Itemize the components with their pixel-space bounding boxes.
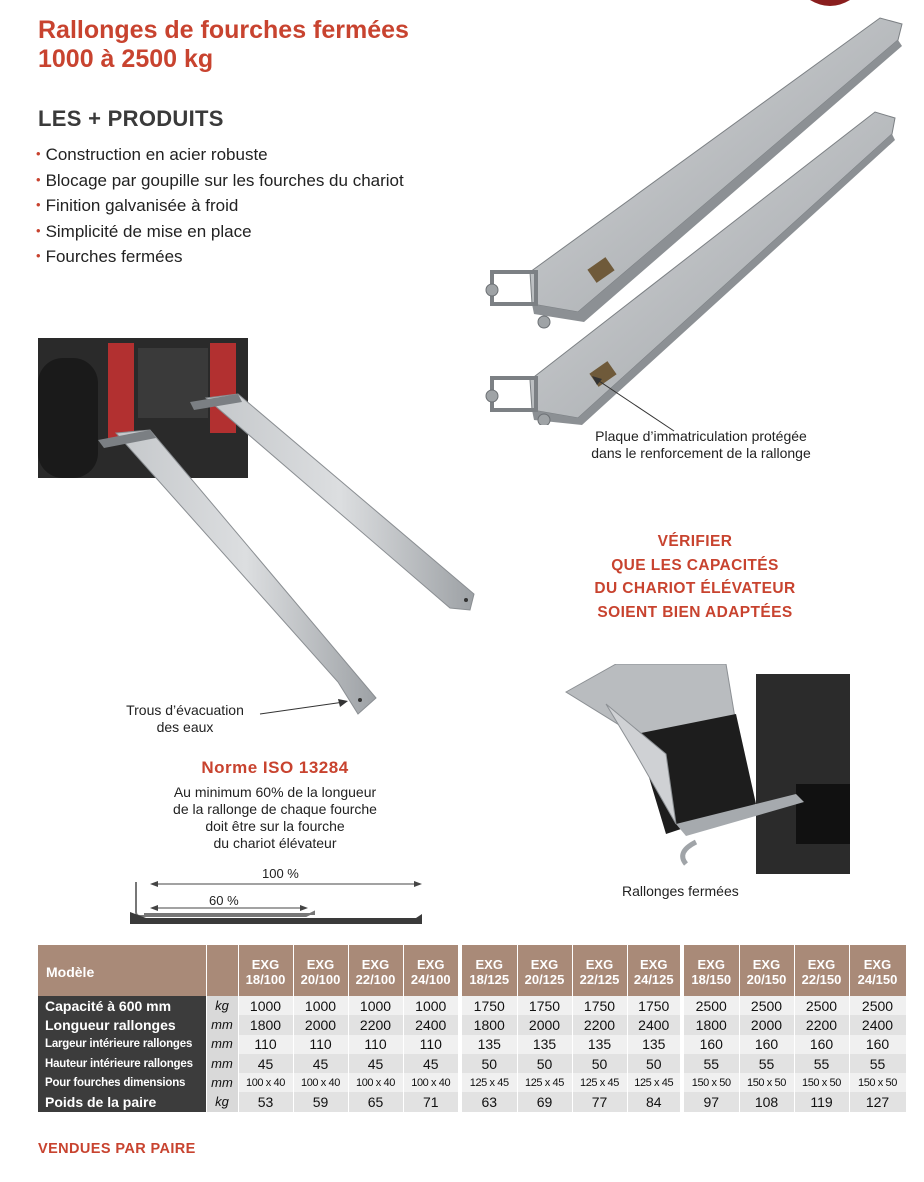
table-header-row xyxy=(38,945,906,996)
table-cell: 1000 xyxy=(293,996,348,1015)
model-col: EXG 24/150 xyxy=(849,945,906,996)
row-label: Hauteur intérieure rallonges xyxy=(38,1054,206,1073)
model-col: EXG 20/150 xyxy=(739,945,794,996)
title-line-2: 1000 à 2500 kg xyxy=(38,45,214,73)
table-row xyxy=(38,996,906,1015)
table-cell: 1800 xyxy=(460,1015,517,1034)
table-cell: 108 xyxy=(739,1092,794,1111)
table-cell: 2000 xyxy=(293,1015,348,1034)
feature-item: • Finition galvanisée à froid xyxy=(36,196,239,215)
table-cell: 2400 xyxy=(627,1015,682,1034)
row-unit: mm xyxy=(206,1054,238,1073)
verify-note: VÉRIFIER QUE LES CAPACITÉS DU CHARIOT ÉLÉVATEUR SOIENT BIEN ADAPTÉES xyxy=(594,533,796,621)
table-cell: 2400 xyxy=(849,1015,906,1034)
table-cell: 125 x 45 xyxy=(572,1073,627,1092)
feature-item: • Construction en acier robuste xyxy=(36,145,268,164)
table-cell: 84 xyxy=(627,1092,682,1111)
row-unit: kg xyxy=(206,996,238,1015)
closed-caption: Rallonges fermées xyxy=(622,883,739,899)
model-col: EXG 24/100 xyxy=(403,945,460,996)
feature-list xyxy=(36,143,404,271)
holes-arrow xyxy=(258,698,350,718)
table-cell: 1000 xyxy=(238,996,293,1015)
table-cell: 160 xyxy=(849,1035,906,1054)
holes-caption: Trous d’évacuation des eaux xyxy=(126,702,244,735)
page-title xyxy=(38,16,409,74)
closed-extension-illustration xyxy=(556,664,850,874)
table-cell: 2200 xyxy=(348,1015,403,1034)
table-cell: 45 xyxy=(238,1054,293,1073)
table-cell: 59 xyxy=(293,1092,348,1111)
table-cell: 2500 xyxy=(849,996,906,1015)
table-cell: 119 xyxy=(794,1092,849,1111)
table-cell: 135 xyxy=(627,1035,682,1054)
table-cell: 2000 xyxy=(739,1015,794,1034)
table-cell: 110 xyxy=(238,1035,293,1054)
table-cell: 45 xyxy=(293,1054,348,1073)
table-cell: 110 xyxy=(293,1035,348,1054)
bullet-icon: • xyxy=(36,222,41,238)
table-cell: 2400 xyxy=(403,1015,460,1034)
table-cell: 160 xyxy=(682,1035,739,1054)
table-cell: 150 x 50 xyxy=(849,1073,906,1092)
bullet-icon: • xyxy=(36,171,41,187)
norme-title: Norme ISO 13284 xyxy=(201,758,349,777)
table-cell: 135 xyxy=(517,1035,572,1054)
table-cell: 63 xyxy=(460,1092,517,1111)
row-label: Largeur intérieure rallonges xyxy=(38,1035,206,1054)
table-cell: 2500 xyxy=(794,996,849,1015)
model-col: EXG 22/125 xyxy=(572,945,627,996)
table-cell: 1750 xyxy=(460,996,517,1015)
product-image-forklift xyxy=(38,338,478,718)
table-cell: 2000 xyxy=(517,1015,572,1034)
table-cell: 135 xyxy=(572,1035,627,1054)
table-cell: 1000 xyxy=(348,996,403,1015)
table-row xyxy=(38,1035,906,1054)
table-cell: 55 xyxy=(794,1054,849,1073)
product-image-extensions xyxy=(470,0,910,425)
table-cell: 55 xyxy=(682,1054,739,1073)
model-col: EXG 18/150 xyxy=(682,945,739,996)
section-heading: LES + PRODUITS xyxy=(38,106,224,131)
row-label: Longueur rallonges xyxy=(38,1015,206,1034)
bullet-icon: • xyxy=(36,248,41,263)
table-row xyxy=(38,1015,906,1034)
table-cell: 100 x 40 xyxy=(293,1073,348,1092)
row-unit: kg xyxy=(206,1092,238,1111)
table-cell: 55 xyxy=(739,1054,794,1073)
model-col: EXG 22/150 xyxy=(794,945,849,996)
table-cell: 110 xyxy=(403,1035,460,1054)
bullet-icon: • xyxy=(36,197,41,212)
table-cell: 127 xyxy=(849,1092,906,1111)
table-cell: 50 xyxy=(627,1054,682,1073)
table-cell: 150 x 50 xyxy=(682,1073,739,1092)
table-cell: 160 xyxy=(794,1035,849,1054)
model-col: EXG 20/100 xyxy=(293,945,348,996)
table-cell: 1750 xyxy=(517,996,572,1015)
table-row xyxy=(38,1092,906,1111)
table-cell: 110 xyxy=(348,1035,403,1054)
table-cell: 100 x 40 xyxy=(348,1073,403,1092)
table-row xyxy=(38,1073,906,1092)
table-cell: 150 x 50 xyxy=(794,1073,849,1092)
model-col: EXG 18/125 xyxy=(460,945,517,996)
table-cell: 97 xyxy=(682,1092,739,1111)
table-cell: 45 xyxy=(348,1054,403,1073)
row-unit: mm xyxy=(206,1015,238,1034)
row-label: Poids de la paire xyxy=(38,1092,206,1111)
table-cell: 135 xyxy=(460,1035,517,1054)
table-cell: 1800 xyxy=(238,1015,293,1034)
feature-item: • Fourches fermées xyxy=(36,247,183,266)
model-col: EXG 20/125 xyxy=(517,945,572,996)
model-col: EXG 22/100 xyxy=(348,945,403,996)
table-cell: 125 x 45 xyxy=(460,1073,517,1092)
footer-note: VENDUES PAR PAIRE xyxy=(38,1141,196,1157)
model-col: EXG 18/100 xyxy=(238,945,293,996)
model-col: EXG 24/125 xyxy=(627,945,682,996)
model-header: Modèle xyxy=(38,945,206,996)
table-cell: 1800 xyxy=(682,1015,739,1034)
forklift-illustration xyxy=(38,338,478,718)
spec-table xyxy=(38,945,907,1112)
feature-item: • Simplicité de mise en place xyxy=(36,221,252,241)
unit-header xyxy=(206,945,238,996)
table-cell: 1000 xyxy=(403,996,460,1015)
row-unit: mm xyxy=(206,1073,238,1092)
table-cell: 125 x 45 xyxy=(517,1073,572,1092)
table-cell: 150 x 50 xyxy=(739,1073,794,1092)
fork-extensions-illustration xyxy=(470,0,910,425)
row-unit: mm xyxy=(206,1035,238,1054)
label-100: 100 % xyxy=(262,866,299,881)
table-row xyxy=(38,1054,906,1073)
table-cell: 69 xyxy=(517,1092,572,1111)
plate-caption: Plaque d’immatriculation protégée dans le renforcement de la rallonge xyxy=(591,428,811,461)
table-cell: 100 x 40 xyxy=(403,1073,460,1092)
bullet-icon: • xyxy=(36,146,41,161)
table-cell: 71 xyxy=(403,1092,460,1111)
iso-diagram xyxy=(126,874,426,926)
table-cell: 2200 xyxy=(572,1015,627,1034)
table-cell: 100 x 40 xyxy=(238,1073,293,1092)
row-label: Pour fourches dimensions xyxy=(38,1073,206,1092)
row-label: Capacité à 600 mm xyxy=(38,996,206,1015)
table-cell: 77 xyxy=(572,1092,627,1111)
table-cell: 2500 xyxy=(739,996,794,1015)
table-cell: 55 xyxy=(849,1054,906,1073)
feature-item: • Blocage par goupille sur les fourches du chariot xyxy=(36,170,404,190)
table-cell: 2200 xyxy=(794,1015,849,1034)
table-cell: 53 xyxy=(238,1092,293,1111)
table-cell: 1750 xyxy=(627,996,682,1015)
plate-arrow xyxy=(590,375,680,435)
table-cell: 1750 xyxy=(572,996,627,1015)
table-cell: 160 xyxy=(739,1035,794,1054)
table-cell: 65 xyxy=(348,1092,403,1111)
table-cell: 50 xyxy=(460,1054,517,1073)
table-cell: 50 xyxy=(517,1054,572,1073)
norme-text: Au minimum 60% de la longueur de la rallonge de chaque fourche doit être sur la fourche du chariot élévateur xyxy=(173,784,377,851)
table-cell: 50 xyxy=(572,1054,627,1073)
label-60: 60 % xyxy=(209,893,239,908)
table-cell: 125 x 45 xyxy=(627,1073,682,1092)
table-cell: 2500 xyxy=(682,996,739,1015)
product-image-closed xyxy=(556,664,850,874)
title-line-1: Rallonges de fourches fermées xyxy=(38,16,409,44)
table-cell: 45 xyxy=(403,1054,460,1073)
